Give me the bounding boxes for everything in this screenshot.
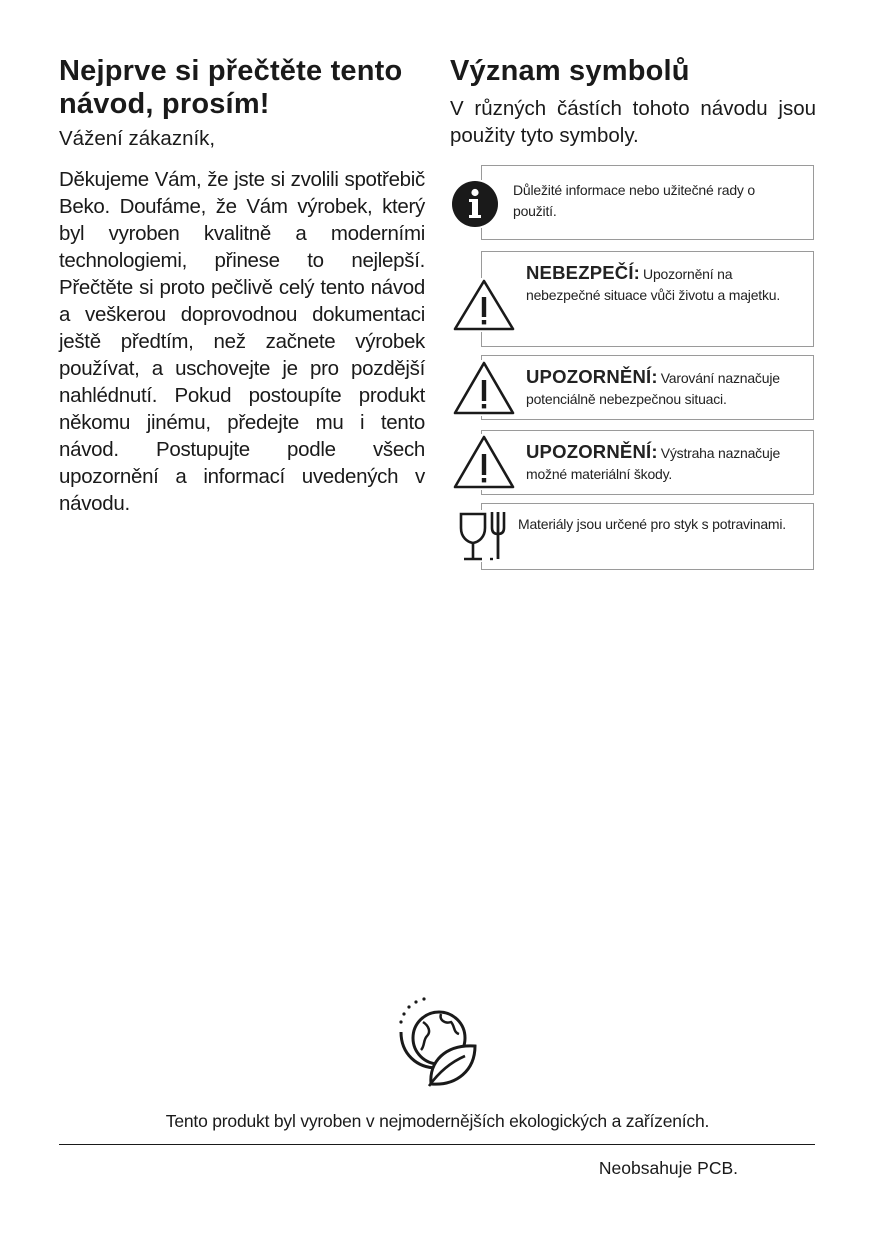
footer-divider [59,1144,815,1145]
symbol-keyword: UPOZORNĚNÍ: [526,366,658,387]
symbol-text [526,366,808,410]
symbol-text [526,441,808,485]
symbol-keyword: UPOZORNĚNÍ: [526,441,658,462]
symbol-text [526,262,806,306]
warning-triangle-icon [452,278,516,332]
symbol-box-food-contact [481,503,814,570]
symbol-box-info [481,165,814,240]
symbol-description: Varování naznačuje potenciálně nebezpečnou situaci. [526,370,780,407]
warning-triangle-icon [452,360,516,416]
symbols-title: Význam symbolů [450,55,690,87]
symbol-box-warning [481,430,814,495]
eco-globe-leaf-icon [395,996,479,1088]
eco-statement: Tento produkt byl vyroben v nejmodernějších ekologických a zařízeních. [165,1111,710,1131]
symbol-description: Výstraha naznačuje možné materiální škody. [526,445,781,482]
food-contact-icon [458,510,514,562]
symbol-keyword: NEBEZPEČÍ: [526,262,641,283]
symbol-box-danger [481,251,814,347]
page-title: Nejprve si přečtěte tento návod, prosím! [59,55,403,120]
symbol-description: Upozornění na nebezpečné situace vůči životu a majetku. [526,266,781,303]
intro-paragraph: Děkujeme Vám, že jste si zvolili spotřebič Beko. Doufáme, že Vám výrobek, který byl vyroben kvalitně a moderními technologiemi, přinese to nejlepší. Přečtěte si proto pečlivě celý tento návod a veškerou doprovodnou dokumentaci ještě předtím, než začnete výrobek používat, a uschovejte je pro pozdější nahlédnutí. Pokud postoupíte produkt někomu jinému, předejte mu i tento návod. Postupujte podle všech upozornění a informací uvedených v návodu. [59,168,425,515]
warning-triangle-icon [452,434,516,490]
info-icon [451,180,499,228]
symbol-box-warning [481,355,814,420]
symbol-text: Materiály jsou určené pro styk s potravinami. [518,516,786,532]
greeting: Vážení zákazník, [59,127,216,150]
pcb-statement: Neobsahuje PCB. [598,1158,738,1178]
symbols-intro: V různých částích tohoto návodu jsou použity tyto symboly. [450,97,816,147]
symbol-text: Důležité informace nebo užitečné rady o použití. [513,182,756,219]
